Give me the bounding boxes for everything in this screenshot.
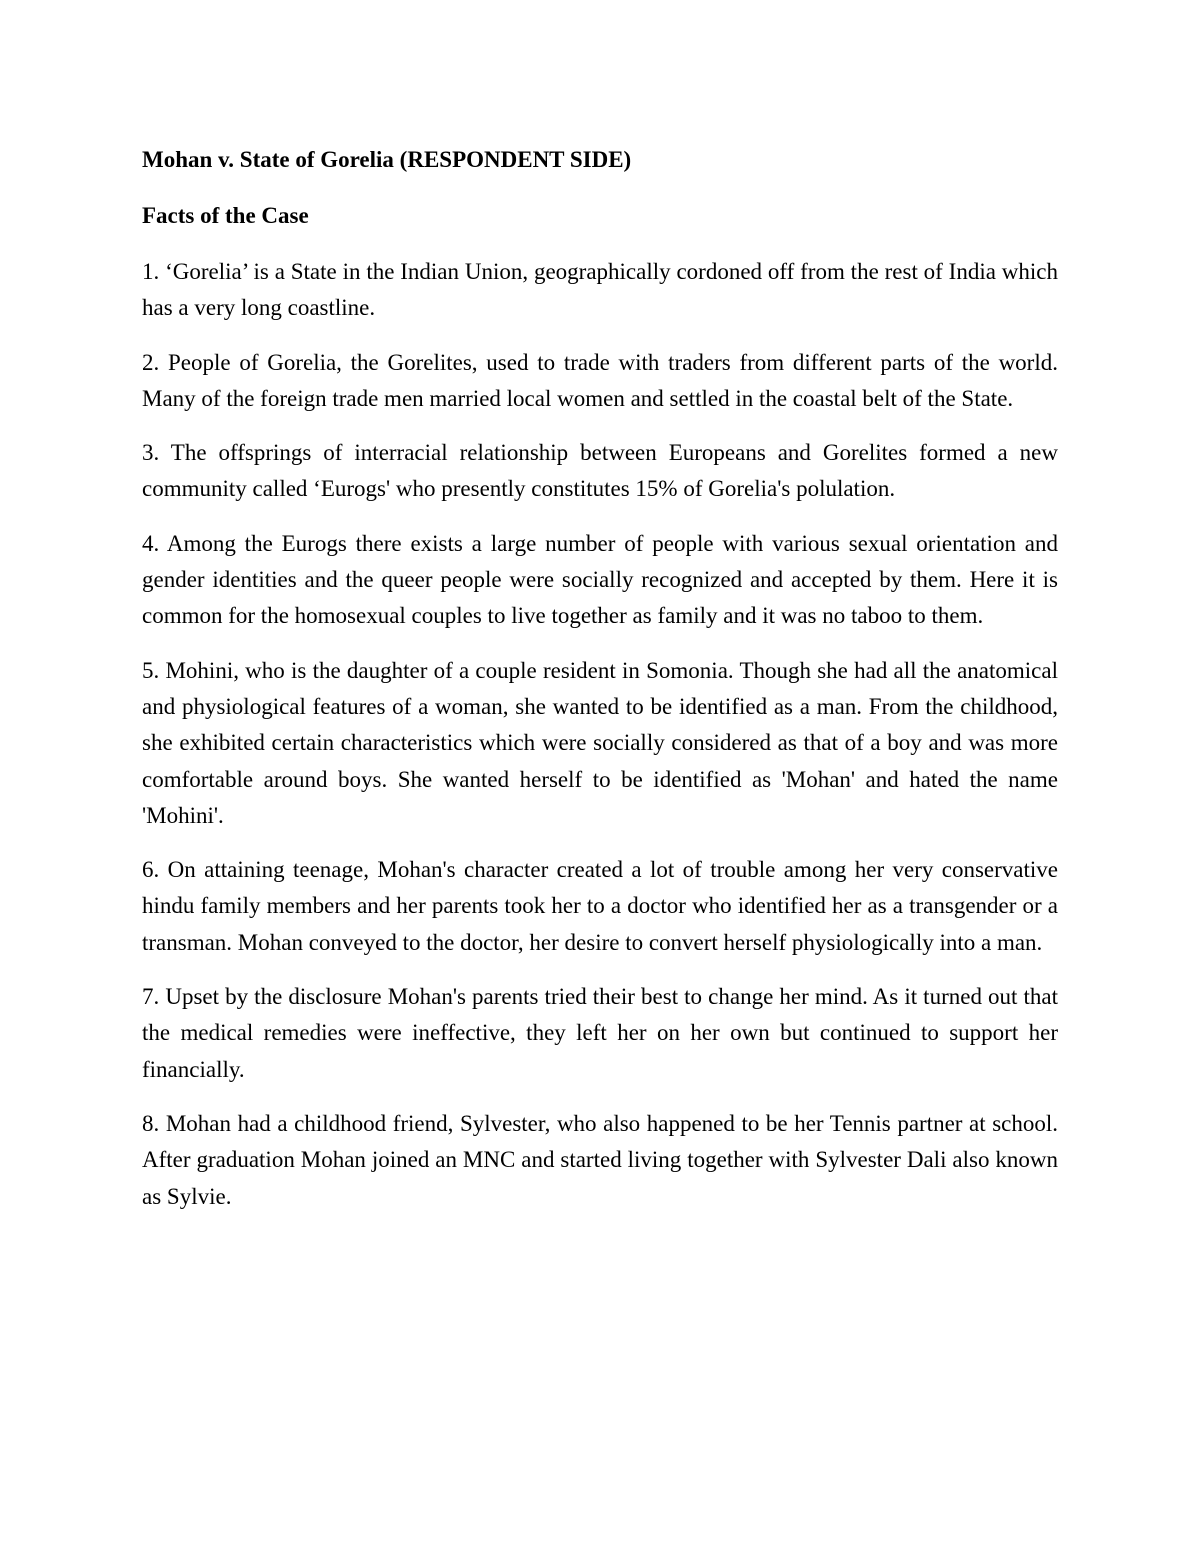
fact-paragraph-7: 7. Upset by the disclosure Mohan's parents tried their best to change her mind. As it turned out that the medical remedies were ineffective, they left her on her own but continued to support her financially. [142, 984, 1058, 1082]
fact-paragraph-5: 5. Mohini, who is the daughter of a couple resident in Somonia. Though she had all the anatomical and physiological features of a woman, she wanted to be identified as a man. From the childhood, she exhibited certain characteristics which were socially considered as that of a boy and was more comfortable around boys. She wanted herself to be identified as 'Mohan' and hated the name 'Mohini'. [142, 657, 1058, 828]
section-heading: Facts of the Case [142, 203, 309, 228]
document-body [142, 142, 1058, 1233]
fact-paragraph-8: 8. Mohan had a childhood friend, Sylvester, who also happened to be her Tennis partner at school. After graduation Mohan joined an MNC and started living together with Sylvester Dali also known as Sylvie. [142, 1110, 1058, 1209]
fact-paragraph-4: 4. Among the Eurogs there exists a large number of people with various sexual orientation and gender identities and the queer people were socially recognized and accepted by them. Here it is common for the homosexual couples to live together as family and it was no taboo to them. [142, 530, 1058, 629]
fact-paragraph-1: 1. ‘Gorelia’ is a State in the Indian Union, geographically cordoned off from the rest of India which has a very long coastline. [142, 259, 1058, 321]
fact-paragraph-6: 6. On attaining teenage, Mohan's character created a lot of trouble among her very conservative hindu family members and her parents took her to a doctor who identified her as a transgender or a transman. Mohan conveyed to the doctor, her desire to convert herself physiologically into a man. [142, 857, 1058, 955]
fact-paragraph-2: 2. People of Gorelia, the Gorelites, used to trade with traders from different parts of the world. Many of the foreign trade men married local women and settled in the coastal belt of the State. [142, 349, 1058, 411]
document-title: Mohan v. State of Gorelia (RESPONDENT SIDE) [142, 147, 632, 172]
fact-paragraph-3: 3. The offsprings of interracial relationship between Europeans and Gorelites formed a new community called ‘Eurogs' who presently constitutes 15% of Gorelia's polulation. [142, 440, 1058, 502]
